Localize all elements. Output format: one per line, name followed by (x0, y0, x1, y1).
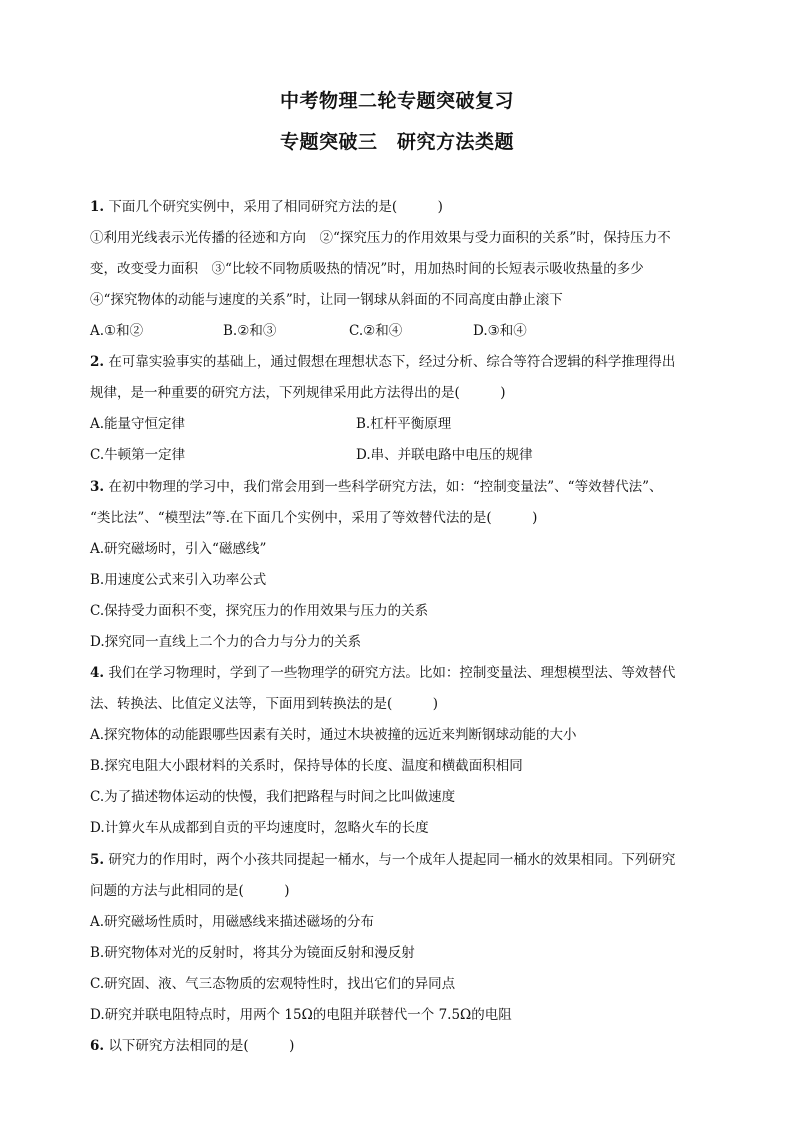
question-1-body-line: ①利用光线表示光传播的径迹和方向 ②“探究压力的作用效果与受力面积的关系”时，保持压力不 (90, 230, 671, 246)
question-4-option-a: A.探究物体的动能跟哪些因素有关时，通过木块被撞的远近来判断钢球动能的大小 (90, 727, 577, 743)
question-1-body-line: 变，改变受力面积 ③“比较不同物质吸热的情况”时，用加热时间的长短表示吸收热量的多少 (90, 261, 644, 277)
question-1-option-a: A.①和② (90, 323, 144, 339)
question-4-stem-cont: 法、转换法、比值定义法等，下面用到转换法的是( ) (90, 696, 439, 712)
question-1-option-d: D.③和④ (473, 323, 527, 339)
question-6-text: 以下研究方法相同的是( ) (104, 1038, 295, 1054)
question-3-stem (90, 478, 663, 496)
question-3-option-d: D.探究同一直线上二个力的合力与分力的关系 (90, 634, 362, 650)
question-3-stem-cont: “类比法”、“模型法”等.在下面几个实例中，采用了等效替代法的是( ) (90, 510, 538, 526)
page-subtitle: 专题突破三 研究方法类题 (279, 131, 514, 153)
question-1-option-c: C.②和④ (349, 323, 403, 339)
question-4-option-c: C.为了描述物体运动的快慢，我们把路程与时间之比叫做速度 (90, 789, 456, 805)
question-4-text: 我们在学习物理时，学到了一些物理学的研究方法。比如：控制变量法、理想模型法、等效替代 (104, 665, 676, 681)
question-5-number: 5. (90, 852, 105, 868)
question-5-stem (90, 851, 675, 869)
question-5-option-a: A.研究磁场性质时，用磁感线来描述磁场的分布 (90, 914, 375, 930)
question-2-option-b: B.杠杆平衡原理 (356, 416, 452, 432)
question-6-stem (90, 1037, 294, 1055)
question-2-stem-cont: 规律，是一种重要的研究方法，下列规律采用此方法得出的是( ) (90, 385, 506, 401)
question-1-text: 下面几个研究实例中，采用了相同研究方法的是( ) (104, 199, 443, 215)
question-4-stem (90, 664, 675, 682)
question-5-stem-cont: 问题的方法与此相同的是( ) (90, 883, 290, 899)
question-3-option-a: A.研究磁场时，引入“磁感线” (90, 541, 267, 557)
question-3-option-b: B.用速度公式来引入功率公式 (90, 572, 267, 588)
question-6-number: 6. (90, 1038, 105, 1054)
question-3-text: 在初中物理的学习中，我们常会用到一些科学研究方法，如：“控制变量法”、“等效替代法”、 (104, 479, 663, 495)
question-2-option-a: A.能量守恒定律 (90, 416, 186, 432)
question-5-option-b: B.研究物体对光的反射时，将其分为镜面反射和漫反射 (90, 945, 415, 961)
question-3-option-c: C.保持受力面积不变，探究压力的作用效果与压力的关系 (90, 603, 429, 619)
question-1-stem (90, 198, 443, 216)
question-5-option-d: D.研究并联电阻特点时，用两个 15Ω的电阻并联替代一个 7.5Ω的电阻 (90, 1007, 512, 1023)
question-5-option-c: C.研究固、液、气三态物质的宏观特性时，找出它们的异同点 (90, 976, 456, 992)
question-1-number: 1. (90, 199, 105, 215)
question-2-stem (90, 353, 675, 371)
question-2-option-d: D.串、并联电路中电压的规律 (356, 447, 533, 463)
question-1-options (90, 322, 690, 340)
question-3-number: 3. (90, 479, 105, 495)
question-1-option-b: B.②和③ (223, 323, 277, 339)
question-2-option-c: C.牛顿第一定律 (90, 447, 186, 463)
question-4-number: 4. (90, 665, 105, 681)
question-1-body-line: ④“探究物体的动能与速度的关系”时，让同一钢球从斜面的不同高度由静止滚下 (90, 292, 563, 308)
question-2-number: 2. (90, 354, 105, 370)
question-2-text: 在可靠实验事实的基础上，通过假想在理想状态下，经过分析、综合等符合逻辑的科学推理得出 (104, 354, 676, 370)
question-5-text: 研究力的作用时，两个小孩共同提起一桶水，与一个成年人提起同一桶水的效果相同。下列研究 (104, 852, 676, 868)
question-4-option-d: D.计算火车从成都到自贡的平均速度时，忽略火车的长度 (90, 820, 429, 836)
question-4-option-b: B.探究电阻大小跟材料的关系时，保持导体的长度、温度和横截面积相同 (90, 758, 523, 774)
page-title: 中考物理二轮专题突破复习 (279, 90, 514, 112)
